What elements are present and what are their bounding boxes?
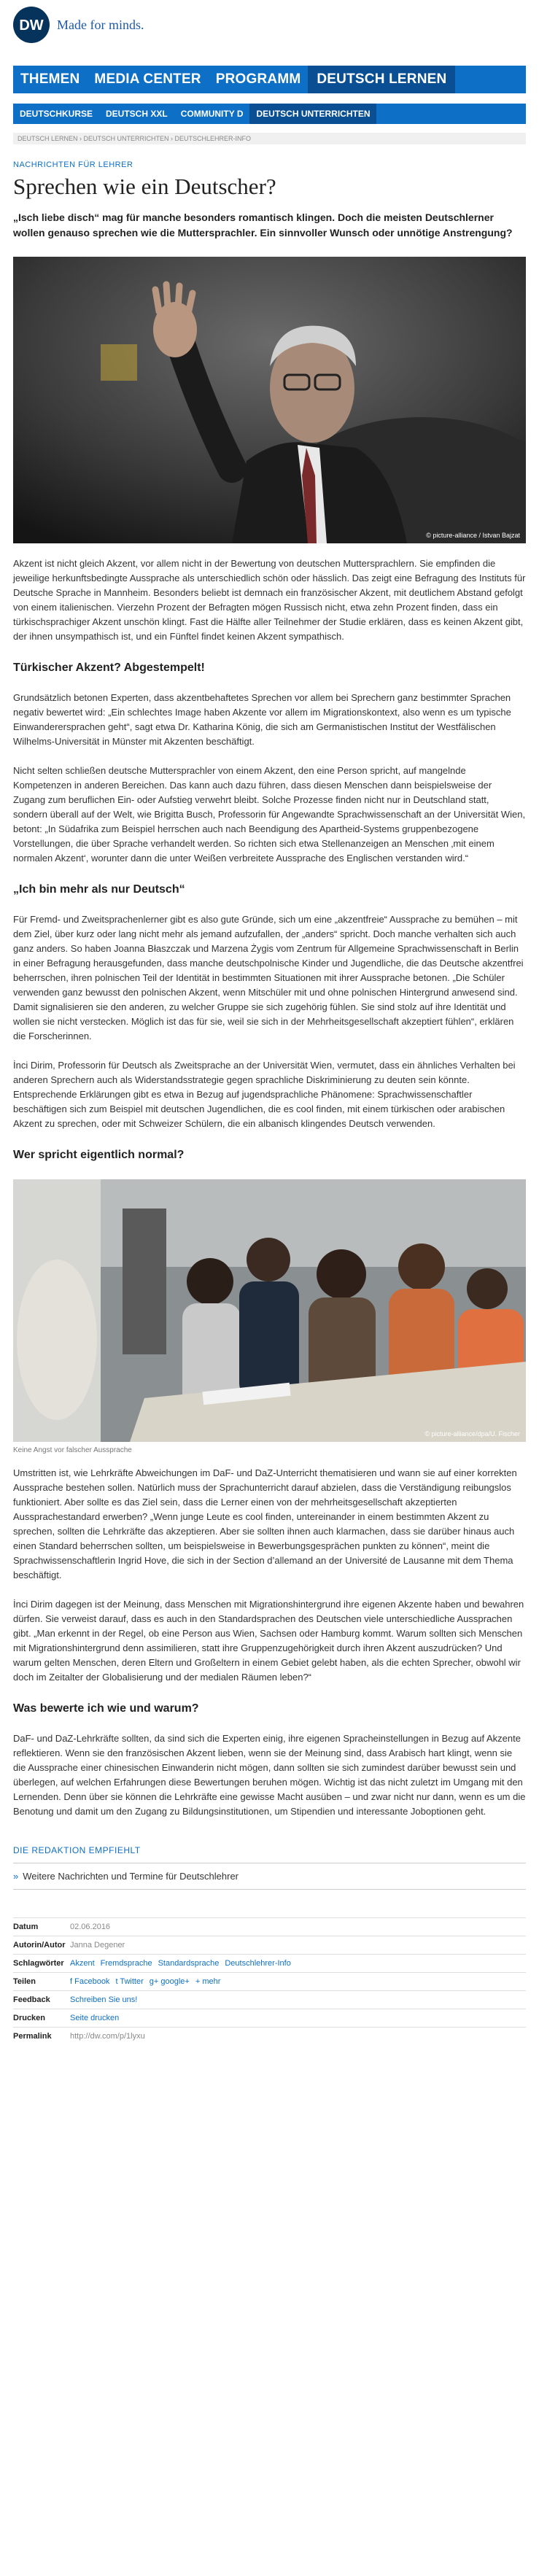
twitter-icon: t — [115, 1977, 120, 1986]
nav-item-programm[interactable]: PROGRAMM — [215, 71, 301, 87]
meta-share: Teilen f Facebook t Twitter g+ google+ + mehr — [13, 1972, 526, 1990]
tag-link[interactable]: Akzent — [70, 1959, 95, 1968]
share-facebook-button[interactable]: f Facebook — [70, 1977, 110, 1986]
meta-author: Autorin/Autor Janna Degener — [13, 1936, 526, 1954]
share-twitter-button[interactable]: t Twitter — [115, 1977, 144, 1986]
article-paragraph: Für Fremd- und Zweitsprachenlerner gibt es also gute Gründe, sich um eine „akzentfreie“ Aussprache zu bemühen – mit dem Ziel, über kurz oder lang nicht mehr als jemand aufzufallen, der „anders“ spricht. Doch manche verhalten sich auch ganz anders. So haben Joanna Błaszczak und Marzena Żygis vom Zentrum für Allgemeine Sprachwissenschaft in Berlin in einer Befragung herausgefunden, dass manche deutschpolnische Kinder und Jugendliche, die das Deutsche akzentfrei beherrschen, ihren polnischen Teil der Identität in bestimmten Situationen mit ihrer Aussprache betonen. „Die Schüler verwenden ganz bewusst den polnischen Akzent, wenn Mitschüler mit und ohne polnischen Hintergrund anwesend sind. Damit signalisieren sie den anderen, zu welcher Gruppe sie sich zugehörig fühlen. Sie sind stolz auf ihre Identität und wollen sie nicht verstecken. Möglich ist das für sie, weil sie sich in der Mehrheitsgesellschaft akzeptiert fühlen“, erklären die Forscherinnen. — [13, 914, 524, 1041]
nav-item-deutsch-lernen[interactable]: DEUTSCH LERNEN — [308, 66, 455, 93]
article-paragraph: Akzent ist nicht gleich Akzent, vor allem nicht in der Bewertung von deutschen Muttersprachlern. Sie empfinden die jeweilige herkunftsbedingte Aussprache als unterschiedlich schön oder hässlich. Das zeigt eine Befragung des Instituts für Deutsche Sprache in Mannheim. Besonders beliebt ist demnach ein französischer Akzent, mit deutlichem Abstand gefolgt von einem italienischen. Vierzehn Prozent der Befragten mögen Russisch nicht, etwa zehn Prozent finden, dass ein türkischsprachiger Akzent unschön klingt. Fast die Hälfte aller Teilnehmer der Studie erklären, dass es keinen Akzent gibt, der ihnen unsympathisch ist, und ein Fünftel findet keinen Akzent sympathisch. — [13, 558, 526, 642]
article-meta — [13, 1917, 526, 2045]
article-kicker: NACHRICHTEN FÜR LEHRER — [13, 160, 133, 169]
section-heading: Wer spricht eigentlich normal? — [13, 1149, 185, 1161]
dw-logo-icon — [13, 7, 50, 43]
recommended-title: DIE REDAKTION EMPFIEHLT — [13, 1845, 141, 1855]
article-intro: „Isch liebe disch“ mag für manche besonders romantisch klingen. Doch die meisten Deutschlerner wollen genauso sprechen wie die Muttersprachler. Ein sinnvoller Wunsch oder unnötige Anstrengung? — [13, 212, 513, 238]
image-caption: Keine Angst vor falscher Aussprache — [13, 1446, 132, 1454]
site-header — [0, 0, 539, 50]
nav-item-themen[interactable]: THEMEN — [20, 71, 80, 87]
plus-icon: + — [195, 1977, 203, 1986]
recommended-link[interactable] — [13, 1863, 526, 1889]
section-heading: Türkischer Akzent? Abgestempelt! — [13, 662, 205, 674]
meta-feedback: Feedback Schreiben Sie uns! — [13, 1990, 526, 2009]
page-title: Sprechen wie ein Deutscher? — [13, 174, 276, 199]
classroom-photo — [13, 1179, 526, 1442]
article-paragraph: İnci Dirim dagegen ist der Meinung, dass Menschen mit Migrationshintergrund ihre eigenen Akzente haben und bewahren dürfen. Sie verweist darauf, dass es auch in den Standardsprachen des Deutschen viele unterschiedliche Aussprachen gibt. „Man erkennt in der Regel, ob eine Person aus Wien, Sachsen oder Hamburg kommt. Warum sollten sich Menschen mit Migrationshintergrund denn assimilieren, statt ihre Gruppenzugehörigkeit durch ihren Akzent auszudrücken? Und warum gelten Menschen, deren Eltern und Großeltern in einem Gebiet gelebt haben, als die echten Sprecher, obwohl wir doch im Zeitalter der Globalisierung und der medialen Räumen leben?“ — [13, 1599, 524, 1683]
article-image-speaker — [13, 257, 526, 543]
section-heading: Was bewerte ich wie und warum? — [13, 1702, 199, 1715]
subnav-item-deutschkurse[interactable]: DEUTSCHKURSE — [20, 109, 93, 119]
primary-nav — [13, 66, 526, 93]
meta-tags: Schlagwörter Akzent Fremdsprache Standardsprache Deutschlehrer-Info — [13, 1954, 526, 1972]
article-paragraph: Nicht selten schließen deutsche Muttersprachler von einem Akzent, den eine Person spricht, auf mangelnde Kompetenzen in anderen Bereichen. Das kann auch dazu führen, dass diesen Menschen dann beispielsweise der Zugang zum beruflichen Ein- oder Aufstieg verwehrt bleibt. Solche Prozesse finden nicht nur in Deutschland statt, sondern überall auf der Welt, wie Brigitta Busch, Professorin für Angewandte Sprachwissenschaft an der Universität Wien, betont: „In Südafrika zum Beispiel herrschen auch nach Beendigung des Apartheid-Systems gruppenbezogene Vorstellungen, die über Sprache verhandelt werden. So richten sich etwa Stellenanzeigen an Menschen ‚mit einem normalen Akzent‘, worunter dann die unter Weißen verbreitete Aussprache des Englischen verstanden wird.“ — [13, 765, 526, 864]
dw-logo[interactable] — [13, 7, 50, 43]
meta-permalink: Permalink http://dw.com/p/1lyxu — [13, 2027, 526, 2045]
image-credit: © picture-alliance/dpa/U. Fischer — [424, 1430, 520, 1438]
article-image-classroom — [13, 1179, 526, 1442]
divider — [13, 1889, 526, 1890]
svg-text:DW: DW — [19, 18, 44, 34]
article-paragraph: Umstritten ist, wie Lehrkräfte Abweichungen im DaF- und DaZ-Unterricht thematisieren und wann sie auf einer korrekten Aussprache bestehen sollen. Natürlich muss der Sprachunterricht darauf abzielen, dass die Verständigung reibungslos funktioniert. Aber sollte es das Ziel sein, dass die Lerner einen von der mehrheitsgesellschaft akzeptierten Aussprachestandard erwerben? „Wenn junge Leute es cool finden, untereinander in einem bestimmten Akzent zu sprechen, sollten die Lehrkräfte das akzeptieren. Aber sie sollten ihnen auch klarmachen, dass sie darüber hinaus auch einen Standard beherrschen sollten, um beispielsweise in Bewerbungsgesprächen punkten zu können“, meint die Sprachwissenschaftlerin Ingrid Hove, die sich in der Section d’allemand an der Université de Lausanne mit dem Thema beschäftigt. — [13, 1467, 517, 1580]
breadcrumb[interactable]: DEUTSCH LERNEN › DEUTSCH UNTERRICHTEN › DEUTSCHLEHRER-INFO — [13, 133, 526, 144]
brand-tagline: Made for minds. — [57, 17, 144, 32]
recommended-link-label: Weitere Nachrichten und Termine für Deutschlehrer — [23, 1871, 239, 1882]
speaker-photo — [13, 257, 526, 543]
subnav-item-community-d[interactable]: COMMUNITY D — [180, 109, 244, 119]
chevron-right-icon: » — [13, 1871, 19, 1882]
meta-date: Datum 02.06.2016 — [13, 1917, 526, 1936]
share-more-button[interactable]: + mehr — [195, 1977, 221, 1986]
share-google-button[interactable]: g+ google+ — [149, 1977, 190, 1986]
article-paragraph: DaF- und DaZ-Lehrkräfte sollten, da sind sich die Experten einig, ihre eigenen Spracheinstellungen in Bezug auf Akzente reflektieren. Wenn sie den französischen Akzent lieben, wenn sie der Meinung sind, dass Arabisch hart klingt, wenn sie die Aussprache einer chinesischen Einwanderin nicht mögen, dann sollten sie sich zumindest darüber bewusst sein und überlegen, auf welchen Erfahrungen diese Bewertungen beruhen mögen. Wichtig ist das nicht zuletzt im Umgang mit den Lernenden. Denn über sie können die Lehrkräfte eine gewisse Macht ausüben – und zwar nicht nur dann, wenn es um die Benotung und damit um den Zugang zu Bildungsinstitutionen, um Stipendien und interessante Jobоptionen geht. — [13, 1733, 526, 1817]
tag-link[interactable]: Standardsprache — [158, 1959, 220, 1968]
feedback-link[interactable]: Schreiben Sie uns! — [70, 1995, 138, 2004]
article-paragraph: Grundsätzlich betonen Experten, dass akzentbehaftetes Sprechen vor allem bei Sprechern ganz bestimmter Sprachen negativ bewertet wird: „Ein schlechtes Image haben Akzente vor allem im Migrationskontext, also wenn es um typische Einwanderersprachen geht“, sagt etwa Dr. Katharina König, die sich am Germanistischen Institut der Westfälischen Wilhelms-Universität in Münster mit Akzenten beschäftigt. — [13, 692, 511, 747]
article — [13, 160, 526, 2045]
nav-item-media-center[interactable]: MEDIA CENTER — [94, 71, 201, 87]
section-heading: „Ich bin mehr als nur Deutsch“ — [13, 883, 185, 896]
print-link[interactable]: Seite drucken — [70, 2014, 120, 2022]
tag-link[interactable]: Fremdsprache — [100, 1959, 152, 1968]
meta-print: Drucken Seite drucken — [13, 2009, 526, 2027]
google-plus-icon: g+ — [149, 1977, 161, 1986]
subnav-item-deutsch-unterrichten[interactable]: DEUTSCH UNTERRICHTEN — [249, 104, 376, 124]
article-paragraph: İnci Dirim, Professorin für Deutsch als Zweitsprache an der Universität Wien, vermutet, dass ein ähnliches Verhalten bei anderen Sprechern auch als Widerstandsstrategie gegen sprachliche Diskriminierung zu deuten sein könnte. Entsprechende Erklärungen gibt es etwa in Bezug auf jugendsprachliche Phänomene: Sprachwissenschaftler beschäftigen sich zum Beispiel mit deutschen Jugendlichen, die es cool finden, mit einem türkischen oder arabischen Akzent zu sprechen, oder mit Schweizer Schülern, die ein albanisch klingendes Deutsch verwenden. — [13, 1060, 516, 1129]
tag-link[interactable]: Deutschlehrer-Info — [225, 1959, 291, 1968]
image-credit: © picture-alliance / Istvan Bajzat — [426, 532, 520, 539]
subnav-item-deutsch-xxl[interactable]: DEUTSCH XXL — [106, 109, 168, 119]
permalink-value[interactable]: http://dw.com/p/1lyxu — [70, 2032, 145, 2041]
facebook-icon: f — [70, 1977, 75, 1986]
secondary-nav — [13, 104, 526, 124]
